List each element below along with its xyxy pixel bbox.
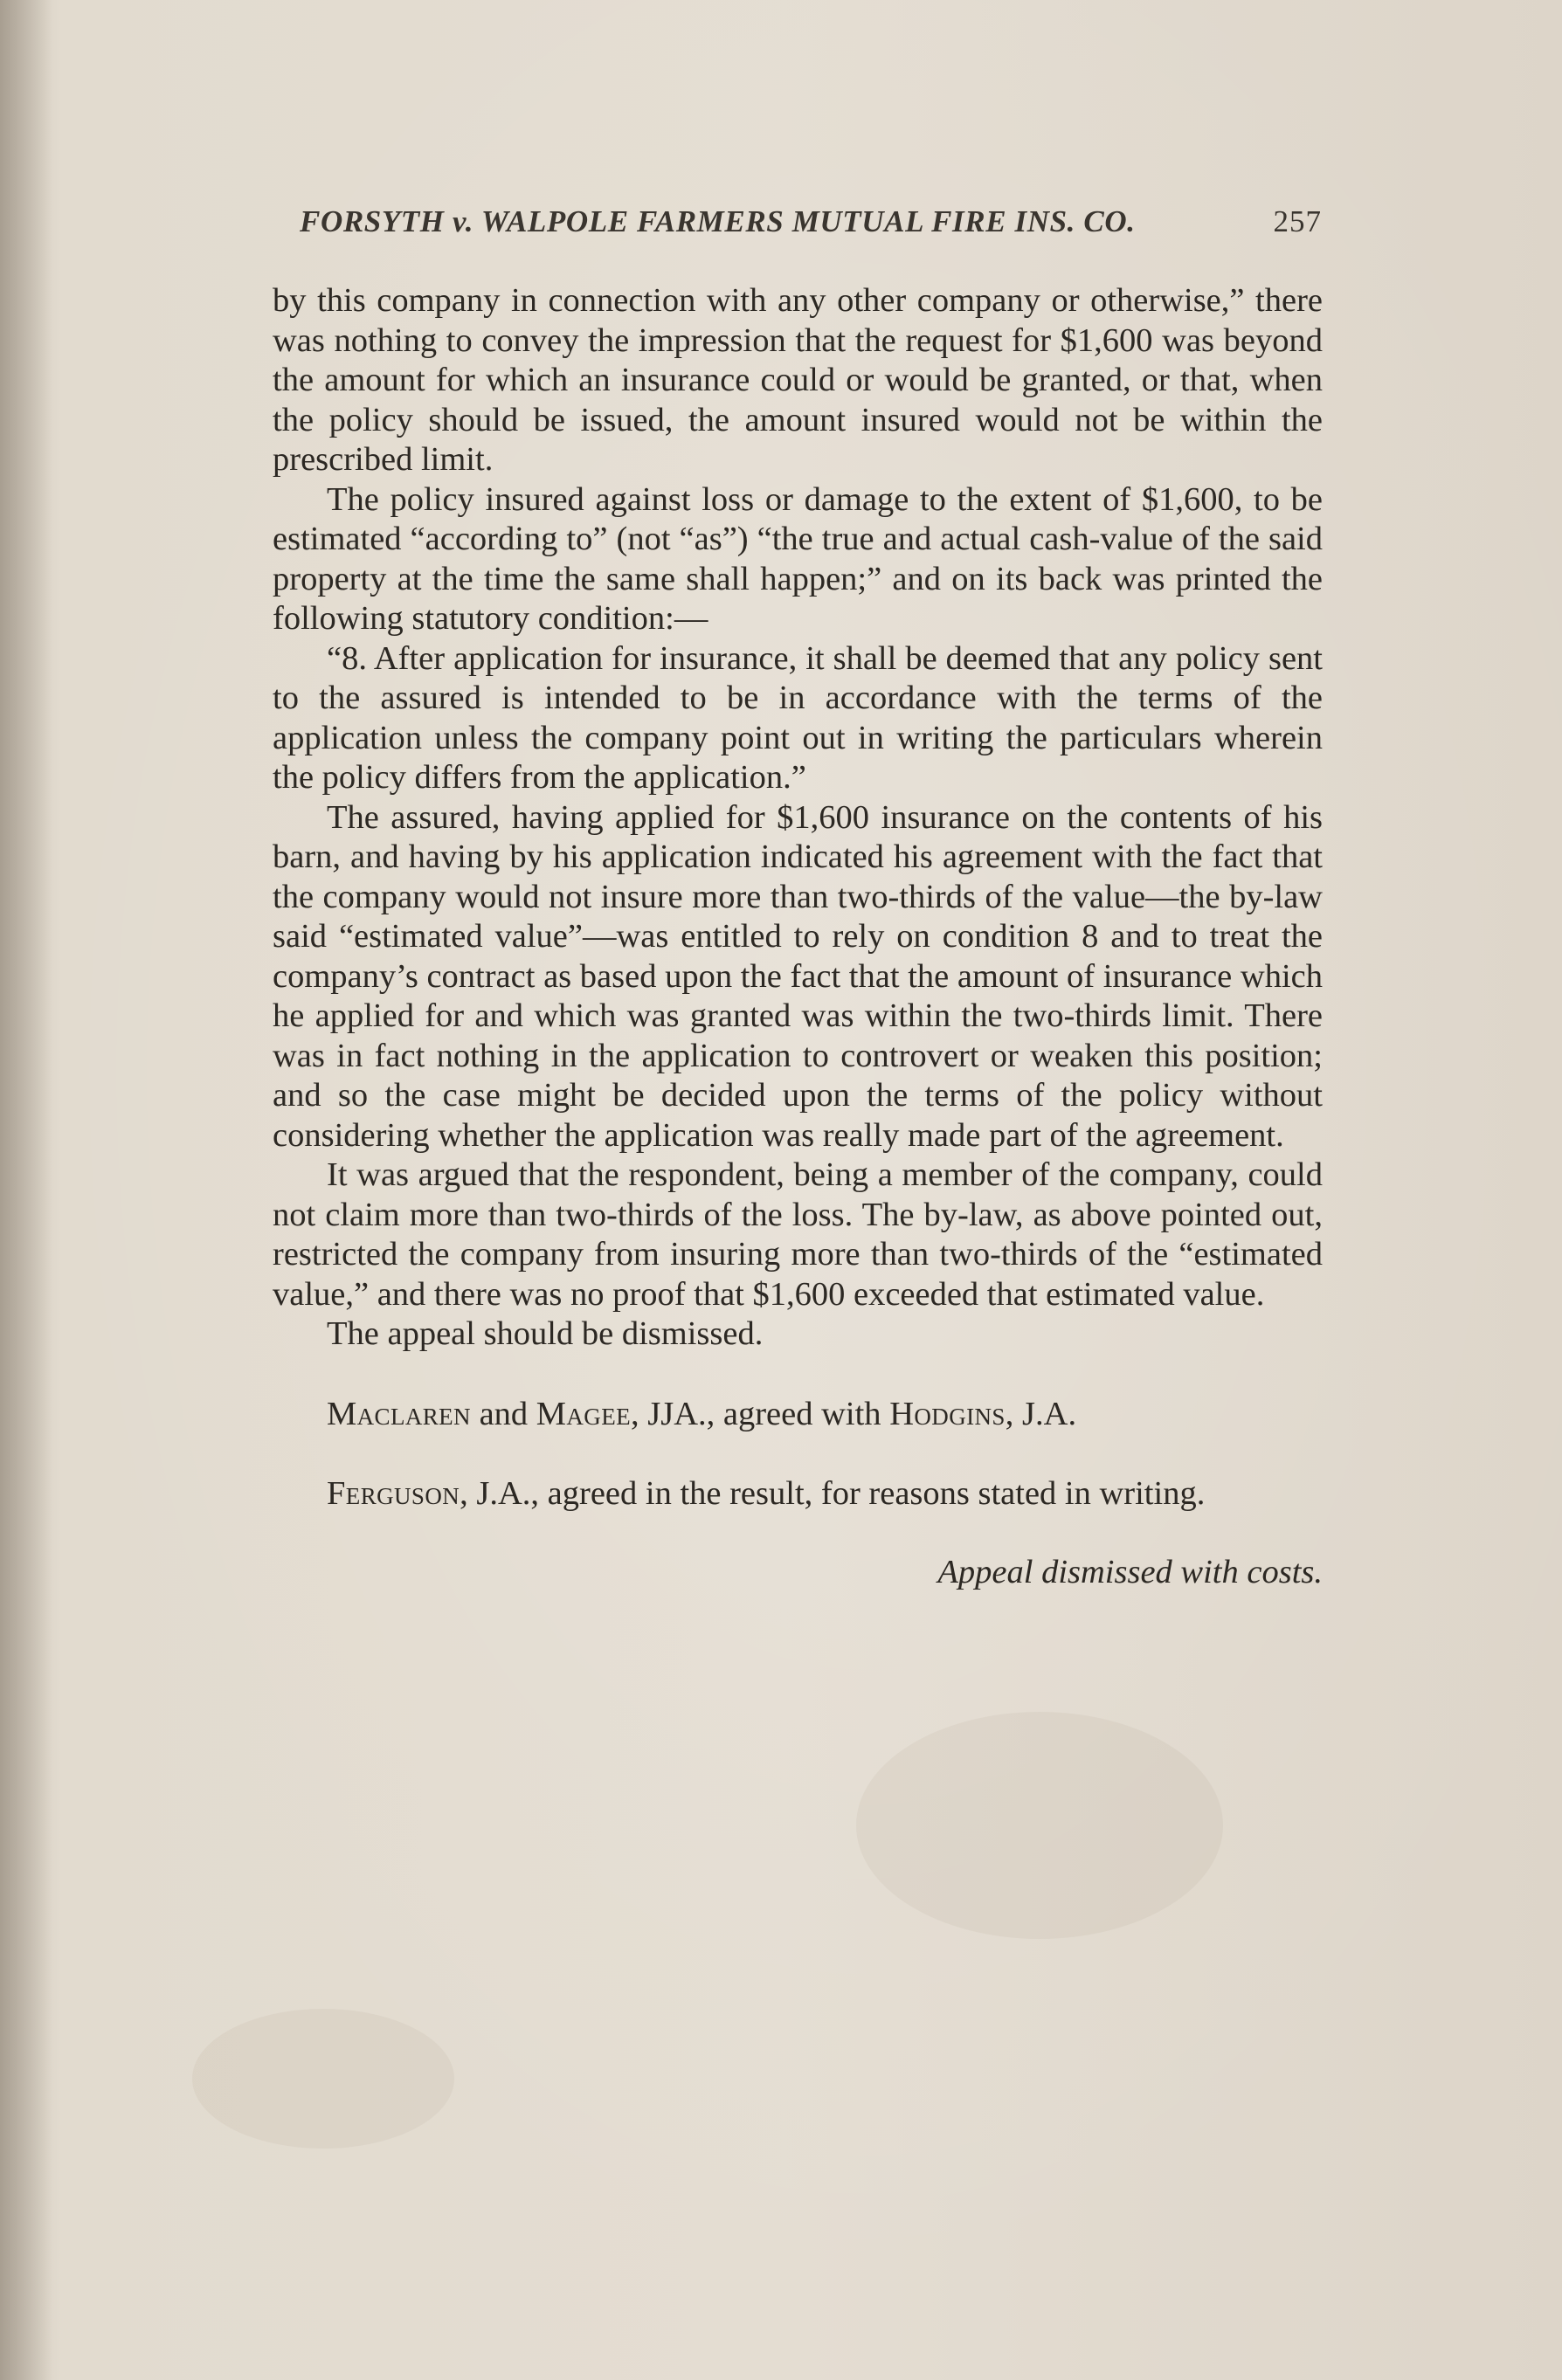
concurrence-text: and <box>470 1395 536 1432</box>
paragraph-member-argument: It was argued that the respondent, being a member of the company, could not claim more than two-thirds of the loss. The by-law, as above pointed out, restricted the company from insuring more than two-thirds of the “estimated value,” and there was no proof that $1,600 exceeded that estimated value. <box>273 1156 1323 1313</box>
quoted-condition-8: “8. After application for insurance, it shall be deemed that any policy sent to the assured is intended to be in accordance with the terms of the application unless the company point out in writing the particulars wherein the policy differs from the application.” <box>273 639 1323 796</box>
judge-name: Ferguson <box>327 1475 460 1512</box>
concurrence-text: , J.A. <box>1005 1395 1077 1432</box>
concurrence-text: , JJA., agreed with <box>631 1395 890 1432</box>
paragraph-policy-terms: The policy insured against loss or damage to the extent of $1,600, to be estimated “according to” (not “as”) “the true and actual cash-value of the said property at the time the same shall happen;” and on its back was printed the following statutory condition:— <box>273 480 1323 637</box>
concurrence-text: , J.A., agreed in the result, for reasons stated in writing. <box>460 1475 1206 1512</box>
concurrence-maclaren-magee <box>273 1395 1323 1435</box>
paragraph-conclusion: The appeal should be dismissed. <box>327 1315 764 1352</box>
concurrence-ferguson <box>273 1474 1323 1514</box>
body-text <box>273 281 1323 1592</box>
page-number: 257 <box>1273 204 1322 238</box>
paper-stain <box>192 2009 454 2149</box>
judge-name: Maclaren <box>327 1395 471 1432</box>
judge-name: Hodgins <box>889 1395 1006 1432</box>
disposition: Appeal dismissed with costs. <box>937 1553 1323 1590</box>
judge-name: Magee <box>536 1395 631 1432</box>
paper-stain <box>856 1712 1223 1939</box>
binding-shadow <box>0 0 52 2380</box>
paragraph-assured-reasoning: The assured, having applied for $1,600 insurance on the contents of his barn, and having by his application indicated his agreement with the fact that the company would not insure more than two-thirds of the value—the by-law said “estimated value”—was entitled to rely on condition 8 and to treat the company’s contract as based upon the fact that the amount of insurance which he applied for and which was granted was within the two-thirds limit. There was in fact nothing in the application to controvert or weaken this position; and so the case might be decided upon the terms of the policy without considering whether the application was really made part of the agreement. <box>273 798 1323 1154</box>
running-head <box>300 204 1322 248</box>
paragraph-continuation: by this company in connection with any other company or otherwise,” there was nothing to convey the impression that the request for $1,600 was beyond the amount for which an insurance could or would be granted, or that, when the policy should be issued, the amount insured would not be within the prescribed limit. <box>273 282 1323 478</box>
running-title: FORSYTH v. WALPOLE FARMERS MUTUAL FIRE INS. CO. <box>300 204 1136 238</box>
statutory-condition-quote <box>273 639 1323 798</box>
